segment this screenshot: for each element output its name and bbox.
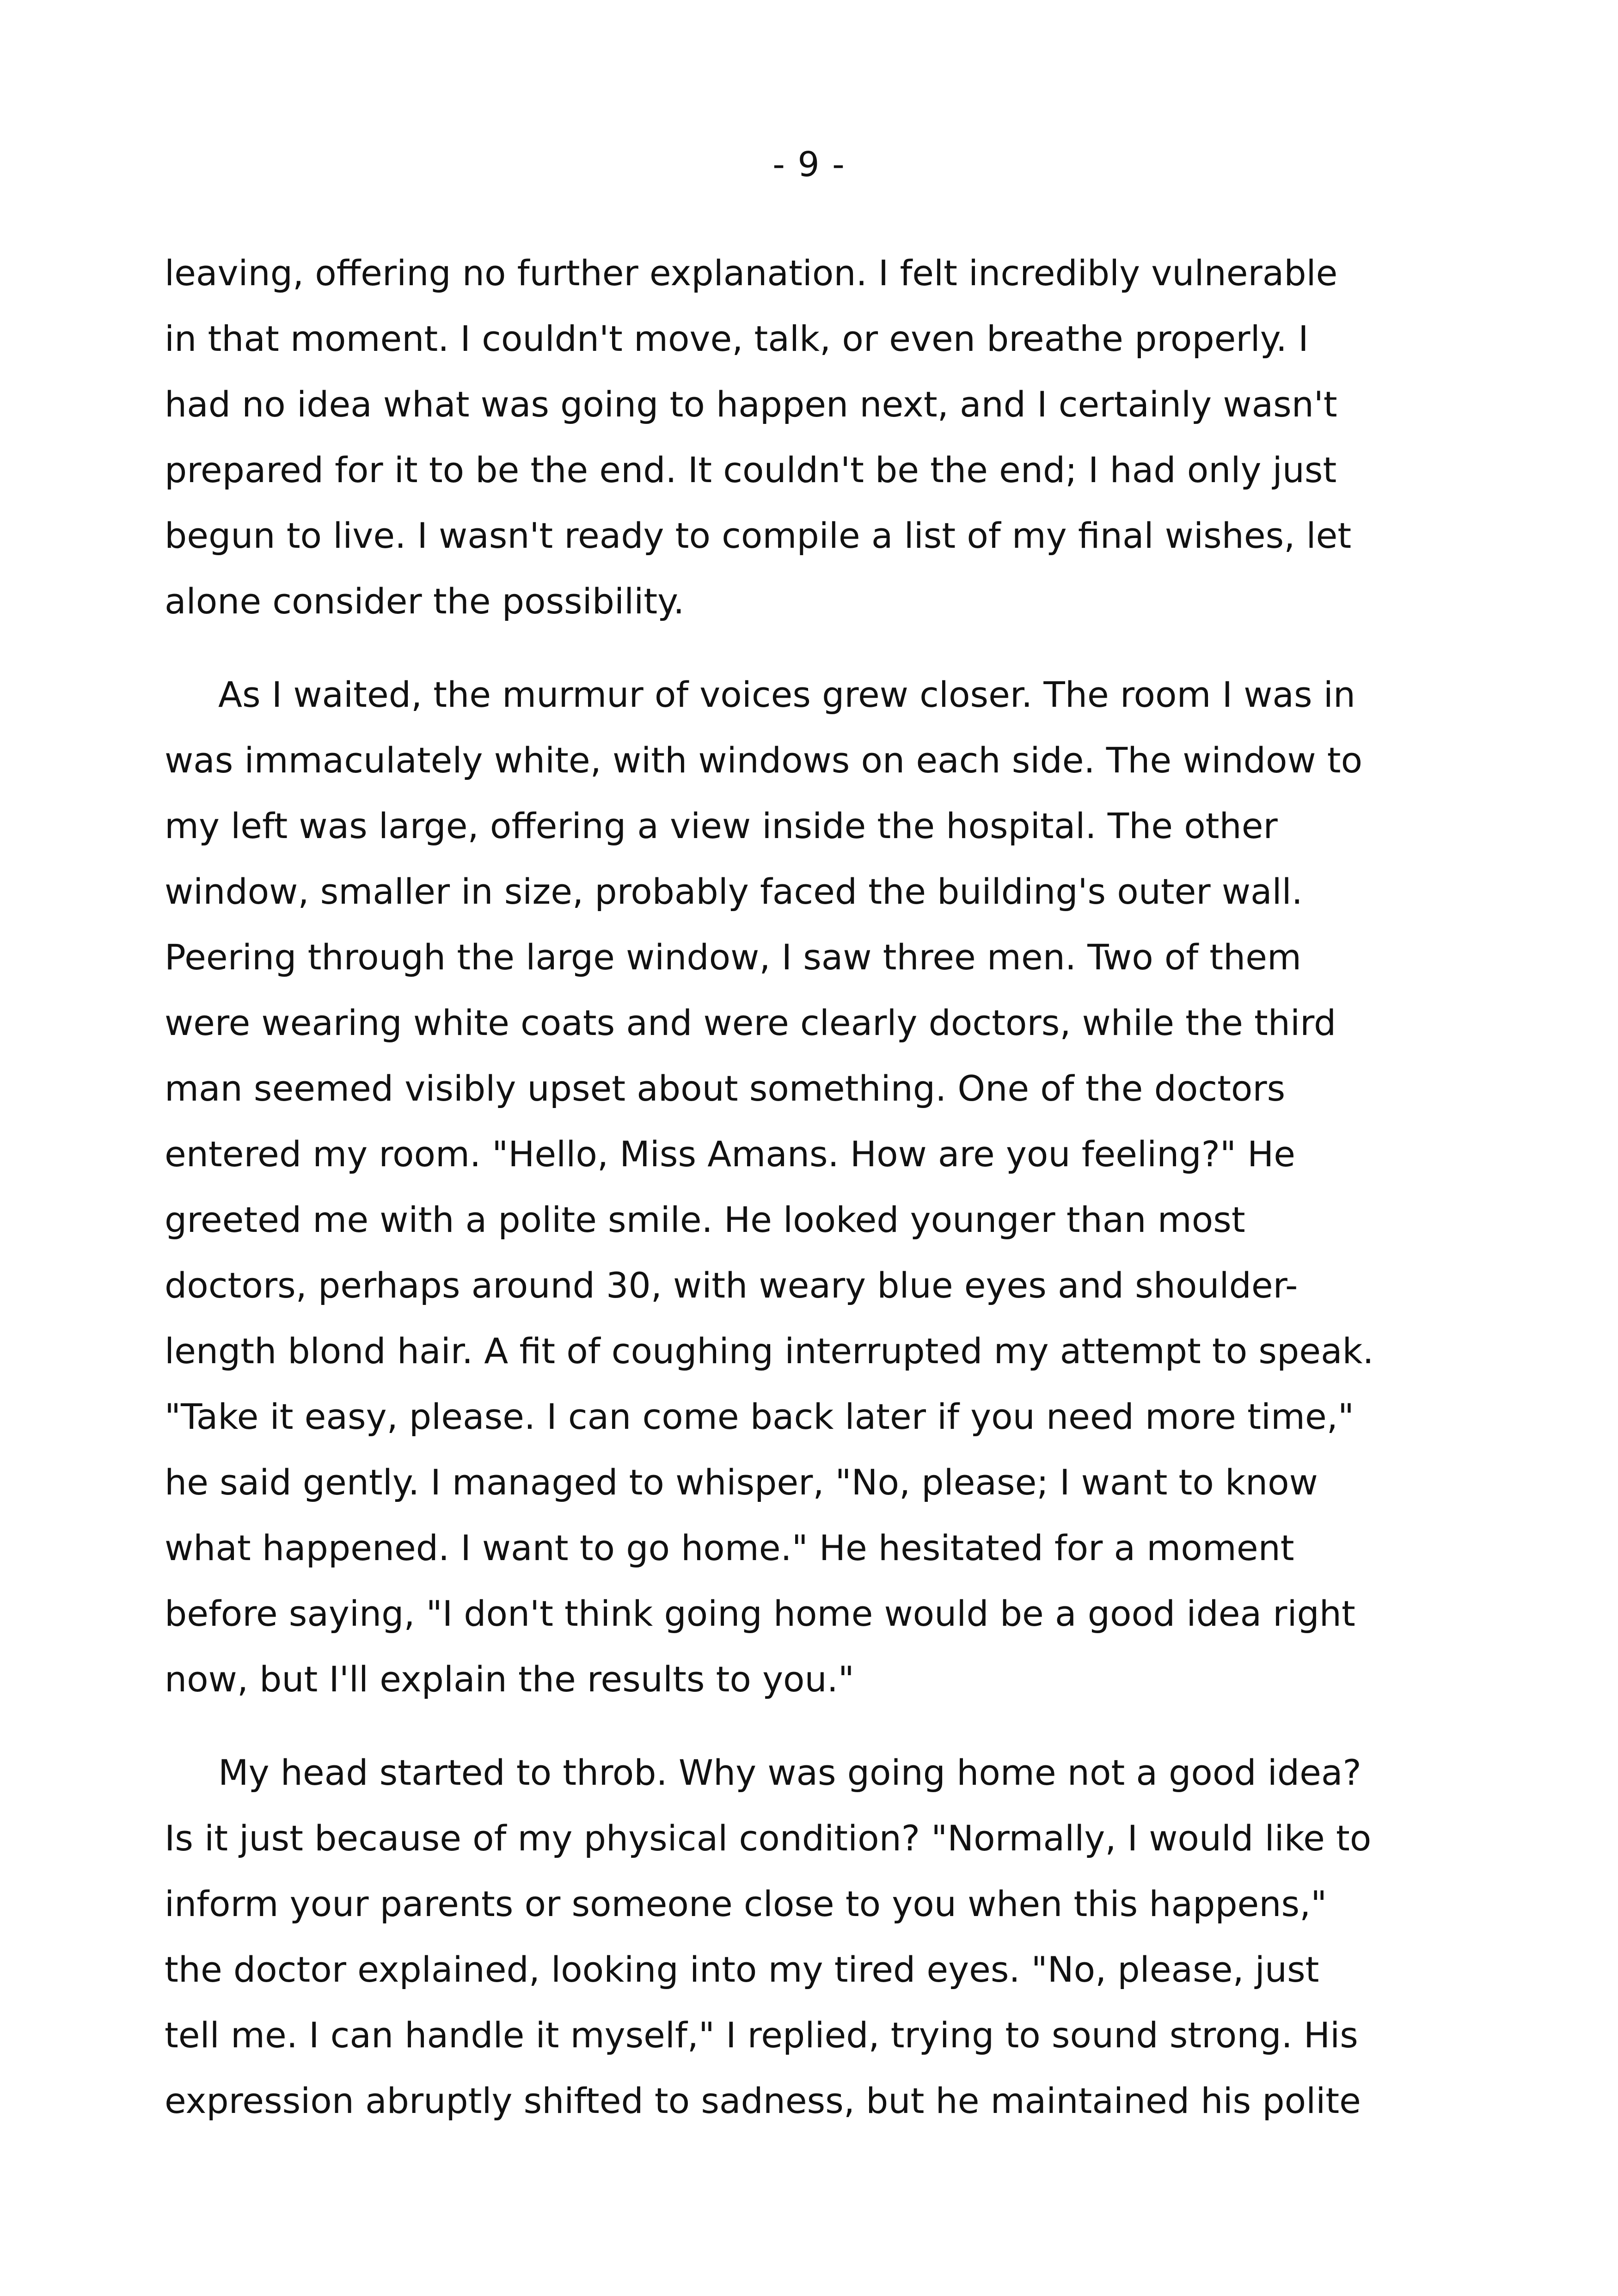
text-line: greeted me with a polite smile. He looked younger than most (165, 1199, 1245, 1240)
text-line: My head started to throb. Why was going home not a good idea? (218, 1752, 1361, 1793)
paragraph-1 (165, 240, 1459, 634)
text-line: doctors, perhaps around 30, with weary blue eyes and shoulder- (165, 1265, 1298, 1306)
text-line: now, but I'll explain the results to you." (165, 1659, 854, 1700)
text-line: man seemed visibly upset about something. One of the doctors (165, 1068, 1286, 1109)
paragraph-2 (165, 662, 1459, 1712)
text-line: entered my room. "Hello, Miss Amans. How are you feeling?" He (165, 1133, 1296, 1175)
text-line: leaving, offering no further explanation. I felt incredibly vulnerable (165, 252, 1338, 294)
text-line: prepared for it to be the end. It couldn't be the end; I had only just (165, 449, 1337, 490)
text-line: were wearing white coats and were clearly doctors, while the third (165, 1002, 1336, 1043)
text-line: what happened. I want to go home." He hesitated for a moment (165, 1527, 1294, 1568)
text-line: begun to live. I wasn't ready to compile a list of my final wishes, let (165, 515, 1352, 556)
text-line: As I waited, the murmur of voices grew closer. The room I was in (218, 674, 1356, 715)
text-line: "Take it easy, please. I can come back later if you need more time," (165, 1396, 1354, 1437)
text-line: tell me. I can handle it myself," I replied, trying to sound strong. His (165, 2014, 1358, 2056)
text-line: inform your parents or someone close to you when this happens," (165, 1883, 1327, 1924)
text-line: my left was large, offering a view inside the hospital. The other (165, 805, 1278, 846)
text-line: Is it just because of my physical condition? "Normally, I would like to (165, 1818, 1372, 1859)
text-line: length blond hair. A fit of coughing interrupted my attempt to speak. (165, 1330, 1374, 1371)
text-line: alone consider the possibility. (165, 581, 685, 622)
text-line: the doctor explained, looking into my tired eyes. "No, please, just (165, 1949, 1319, 1990)
text-line: had no idea what was going to happen next, and I certainly wasn't (165, 384, 1337, 425)
text-line: before saying, "I don't think going home would be a good idea right (165, 1593, 1355, 1634)
text-line: expression abruptly shifted to sadness, but he maintained his polite (165, 2080, 1361, 2121)
text-line: Peering through the large window, I saw three men. Two of them (165, 937, 1302, 978)
text-line: he said gently. I managed to whisper, "No, please; I want to know (165, 1462, 1318, 1503)
text-line: was immaculately white, with windows on each side. The window to (165, 740, 1363, 781)
text-line: in that moment. I couldn't move, talk, or even breathe properly. I (165, 318, 1309, 359)
page-number: - 9 - (772, 145, 846, 184)
paragraph-3 (165, 1740, 1459, 2134)
text-line: window, smaller in size, probably faced the building's outer wall. (165, 871, 1303, 912)
body-text (165, 240, 1459, 2161)
